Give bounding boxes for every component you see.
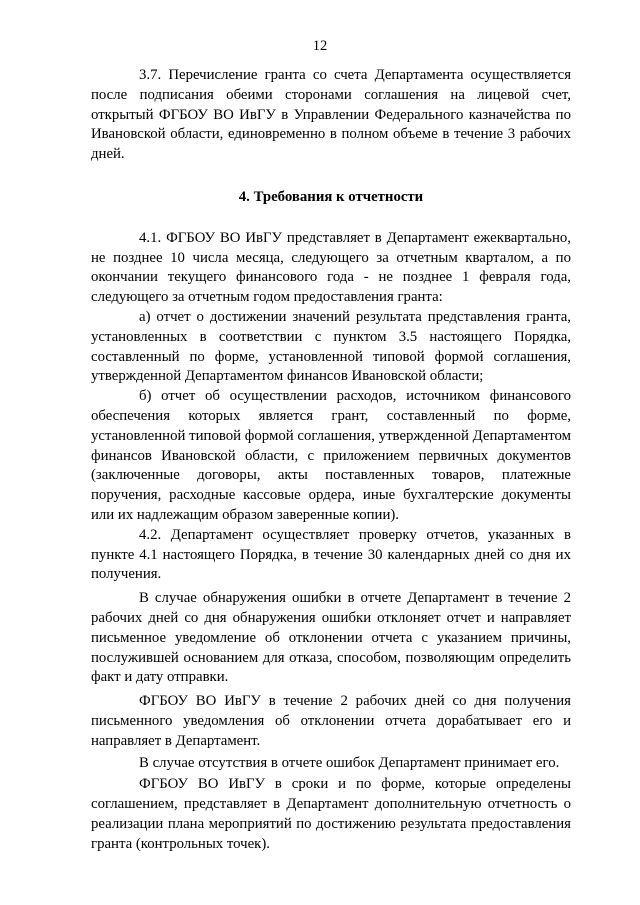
paragraph-accept: В случае отсутствия в отчете ошибок Департамент принимает его. (139, 754, 560, 771)
section-4-heading: 4. Требования к отчетности (238, 188, 424, 205)
paragraph-4-1-b: б) отчет об осуществлении расходов, источником финансового обеспечения которых является грант, составленный по форме, установленной типовой формой соглашения, утвержденной Департаментом финансов Ивановской области, с приложением первичных документов (заключенные договоры, акты поставленных товаров, платежные поручения, расходные кассовые ордера, иные бухгалтерские документы или их надлежащим образом заверенные копии). (91, 388, 571, 523)
paragraph-3-7: 3.7. Перечисление гранта со счета Департамента осуществляется после подписания обеими сторонами соглашения на лицевой счет, открытый ФГБОУ ВО ИвГУ в Управлении Федерального казначейства по Ивановской области, единовременно в полном объеме в течение 3 рабочих дней. (91, 67, 571, 163)
page-number: 12 (312, 38, 328, 54)
document-body (91, 66, 571, 854)
paragraph-errors: В случае обнаружения ошибки в отчете Департамент в течение 2 рабочих дней со дня обнаружения ошибки отклоняет отчет и направляет письменное уведомление об отклонении отчета с указанием причины, послужившей основанием для отказа, способом, позволяющим определить факт и дату отправки. (91, 590, 571, 686)
paragraph-additional-reporting: ФГБОУ ВО ИвГУ в сроки и по форме, которые определены соглашением, представляет в Департамент дополнительную отчетность о реализации плана мероприятий по достижению результата предоставления гранта (контрольных точек). (91, 776, 571, 852)
paragraph-revision: ФГБОУ ВО ИвГУ в течение 2 рабочих дней со дня получения письменного уведомления об отклонении отчета дорабатывает его и направляет в Департамент. (91, 693, 571, 749)
paragraph-4-1-a: а) отчет о достижении значений результата представления гранта, установленных в соответствии с пунктом 3.5 настоящего Порядка, составленный по форме, установленной типовой формой соглашения, утвержденной Департаментом финансов Ивановской области; (91, 308, 571, 385)
paragraph-4-1: 4.1. ФГБОУ ВО ИвГУ представляет в Департамент ежеквартально, не позднее 10 числа месяца, следующего за отчетным кварталом, а по окончании текущего финансового года - не позднее 1 февраля года, следующего за отчетным годом предоставления гранта: (91, 229, 571, 306)
paragraph-4-2: 4.2. Департамент осуществляет проверку отчетов, указанных в пункте 4.1 настоящего Порядка, в течение 30 календарных дней со дня их получения. (91, 526, 571, 583)
